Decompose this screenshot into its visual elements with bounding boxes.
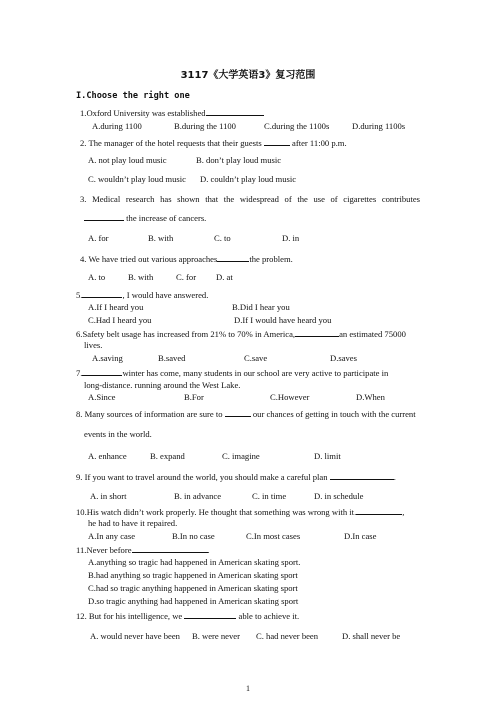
question-2: 2. The manager of the hotel requests that their guests after 11:00 p.m.: [80, 138, 347, 148]
q12-option-b[interactable]: B. were never: [192, 631, 240, 641]
q11-option-b[interactable]: B.had anything so tragic happened in American skating sport: [88, 570, 298, 580]
q2-option-a[interactable]: A. not play loud music: [88, 155, 167, 165]
question-3: 3. Medical research has shown that the widespread of the use of cigarettes contributes: [80, 194, 421, 204]
q5-option-c[interactable]: C.Had I heard you: [88, 315, 152, 325]
q5-option-b[interactable]: B.Did I hear you: [232, 302, 290, 312]
question-11: 11.Never before .: [76, 545, 210, 555]
q11-option-d[interactable]: D.so tragic anything had happened in American skating sport: [88, 596, 299, 606]
q5-option-d[interactable]: D.If I would have heard you: [234, 315, 332, 325]
q9-option-d[interactable]: D. in schedule: [314, 491, 364, 501]
q3-option-a[interactable]: A. for: [88, 233, 109, 243]
question-6: 6.Safety belt usage has increased from 21% to 70% in America, an estimated 75000: [76, 329, 406, 339]
q8-option-a[interactable]: A. enhance: [88, 451, 127, 461]
page-number: 1: [246, 684, 250, 693]
q10-option-c[interactable]: C.In most cases: [246, 531, 301, 541]
q8-option-b[interactable]: B. expand: [150, 451, 185, 461]
q10-option-d[interactable]: D.In case: [344, 531, 377, 541]
question-6-cont: lives.: [84, 340, 103, 350]
q7-option-a[interactable]: A.Since: [88, 392, 116, 402]
question-12: 12. But for his intelligence, we able to achieve it.: [76, 611, 300, 621]
q8-option-d[interactable]: D. limit: [314, 451, 341, 461]
question-3-cont: the increase of cancers.: [84, 212, 206, 223]
question-5: 5. , I would have answered.: [76, 290, 209, 300]
section-heading: I.Choose the right one: [76, 91, 190, 101]
q10-option-a[interactable]: A.In any case: [88, 531, 136, 541]
question-10-cont: he had to have it repaired.: [88, 518, 178, 528]
q12-option-d[interactable]: D. shall never be: [342, 631, 401, 641]
q11-option-c[interactable]: C.had so tragic anything happened in American skating sport: [88, 583, 298, 593]
question-8: 8. Many sources of information are sure to our chances of getting in touch with the current: [76, 409, 416, 419]
q6-option-d[interactable]: D.saves: [330, 353, 357, 363]
q5-option-a[interactable]: A.If I heard you: [88, 302, 144, 312]
q9-option-b[interactable]: B. in advance: [174, 491, 222, 501]
q11-option-a[interactable]: A.anything so tragic had happened in American skating sport.: [88, 557, 301, 567]
q1-option-a[interactable]: A.during 1100: [92, 121, 142, 131]
question-7: 7. winter has come, many students in our school are very active to participate in: [76, 368, 389, 378]
question-4: 4. We have tried out various approaches the problem.: [80, 254, 293, 264]
q6-option-c[interactable]: C.save: [244, 353, 268, 363]
question-1: 1.Oxford University was established: [80, 107, 264, 118]
q7-option-c[interactable]: C.However: [270, 392, 310, 402]
q6-option-b[interactable]: B.saved: [158, 353, 186, 363]
question-8-cont: events in the world.: [84, 429, 152, 439]
question-9: 9. If you want to travel around the world, you should make a careful plan .: [76, 472, 396, 482]
q9-option-a[interactable]: A. in short: [90, 491, 127, 501]
q12-option-c[interactable]: C. had never been: [256, 631, 319, 641]
q1-option-d[interactable]: D.during 1100s: [352, 121, 406, 131]
q7-option-b[interactable]: B.For: [184, 392, 204, 402]
q2-option-d[interactable]: D. couldn’t play loud music: [200, 174, 297, 184]
q3-option-c[interactable]: C. to: [214, 233, 231, 243]
q3-option-b[interactable]: B. with: [148, 233, 174, 243]
page-title: 3117《大学英语3》复习范围: [180, 70, 316, 81]
q10-option-b[interactable]: B.In no case: [172, 531, 215, 541]
q4-option-d[interactable]: D. at: [216, 272, 233, 282]
q1-option-c[interactable]: C.during the 1100s: [264, 121, 330, 131]
q4-option-a[interactable]: A. to: [88, 272, 106, 282]
question-7-cont: long-distance. running around the West Lake.: [84, 380, 241, 390]
q3-option-d[interactable]: D. in: [282, 233, 300, 243]
q9-option-c[interactable]: C. in time: [252, 491, 287, 501]
q4-option-b[interactable]: B. with: [128, 272, 154, 282]
q2-option-c[interactable]: C. wouldn’t play loud music: [88, 174, 186, 184]
q4-option-c[interactable]: C. for: [176, 272, 197, 282]
q7-option-d[interactable]: D.When: [356, 392, 385, 402]
q2-option-b[interactable]: B. don’t play loud music: [196, 155, 282, 165]
question-10: 10.His watch didn’t work properly. He thought that something was wrong with it. ,: [76, 507, 405, 517]
q6-option-a[interactable]: A.saving: [92, 353, 123, 363]
q1-option-b[interactable]: B.during the 1100: [174, 121, 236, 131]
q8-option-c[interactable]: C. imagine: [222, 451, 260, 461]
q12-option-a[interactable]: A. would never have been: [90, 631, 180, 641]
